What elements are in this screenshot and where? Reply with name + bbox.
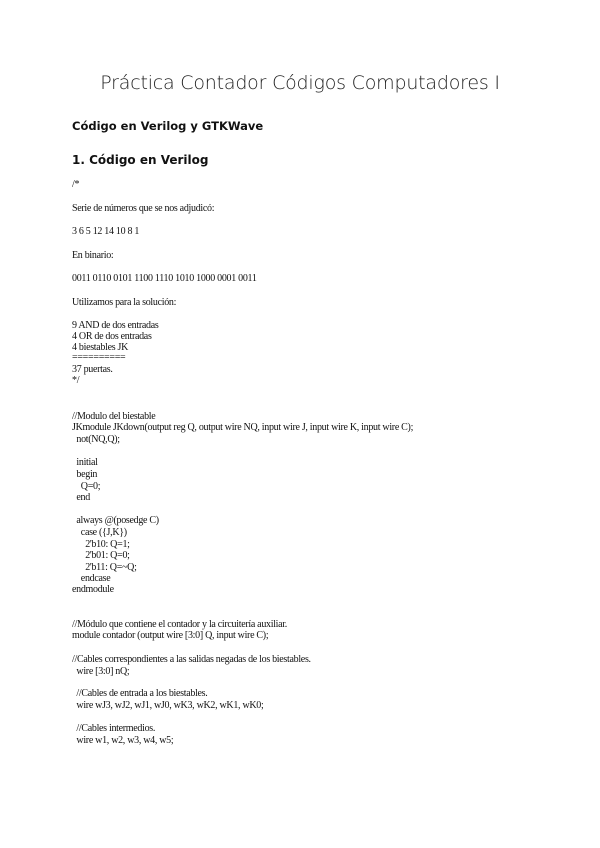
code-line: //Cables correspondientes a las salidas negadas de los biestables. xyxy=(72,654,311,665)
code-line: always @(posedge C) xyxy=(72,515,159,526)
code-line: 2'b10: Q=1; xyxy=(72,539,130,550)
code-line: 0011 0110 0101 1100 1110 1010 1000 0001 0011 xyxy=(72,273,257,284)
code-line: //Módulo que contiene el contador y la circuitería auxiliar. xyxy=(72,619,287,630)
code-line: //Cables de entrada a los biestables. xyxy=(72,688,208,699)
code-line: endcase xyxy=(72,573,111,584)
code-line: wire wJ3, wJ2, wJ1, wJ0, wK3, wK2, wK1, wK0; xyxy=(72,700,264,711)
code-line: wire [3:0] nQ; xyxy=(72,666,130,677)
code-line: wire w1, w2, w3, w4, w5; xyxy=(72,735,174,746)
code-line: initial xyxy=(72,457,98,468)
code-line: Q=0; xyxy=(72,481,101,492)
section-heading: 1. Código en Verilog xyxy=(72,153,209,167)
code-line: 9 AND de dos entradas xyxy=(72,320,159,331)
code-line: end xyxy=(72,492,90,503)
code-line: 2'b11: Q=~Q; xyxy=(72,562,137,573)
subtitle-heading: Código en Verilog y GTKWave xyxy=(72,119,264,133)
code-line: endmodule xyxy=(72,584,114,595)
code-line: begin xyxy=(72,469,98,480)
code-line: //Modulo del biestable xyxy=(72,411,156,422)
code-line: 37 puertas. xyxy=(72,364,113,375)
code-line: module contador (output wire [3:0] Q, input wire C); xyxy=(72,630,269,641)
code-line: JKmodule JKdown(output reg Q, output wire NQ, input wire J, input wire K, input wire C); xyxy=(72,422,414,433)
code-line: Serie de números que se nos adjudicó: xyxy=(72,203,215,214)
code-line: ========== xyxy=(72,352,126,363)
code-line: 4 OR de dos entradas xyxy=(72,331,152,342)
code-line: 3 6 5 12 14 10 8 1 xyxy=(72,226,140,237)
code-line: /* xyxy=(72,179,80,190)
document-title: Práctica Contador Códigos Computadores I xyxy=(100,72,500,94)
code-line: */ xyxy=(72,375,80,386)
code-line: 2'b01: Q=0; xyxy=(72,550,130,561)
code-line: En binario: xyxy=(72,250,114,261)
code-line: Utilizamos para la solución: xyxy=(72,297,177,308)
code-line: 4 biestables JK xyxy=(72,342,129,353)
code-line: //Cables intermedios. xyxy=(72,723,156,734)
code-line: not(NQ,Q); xyxy=(72,434,120,445)
code-line: case ({J,K}) xyxy=(72,527,127,538)
